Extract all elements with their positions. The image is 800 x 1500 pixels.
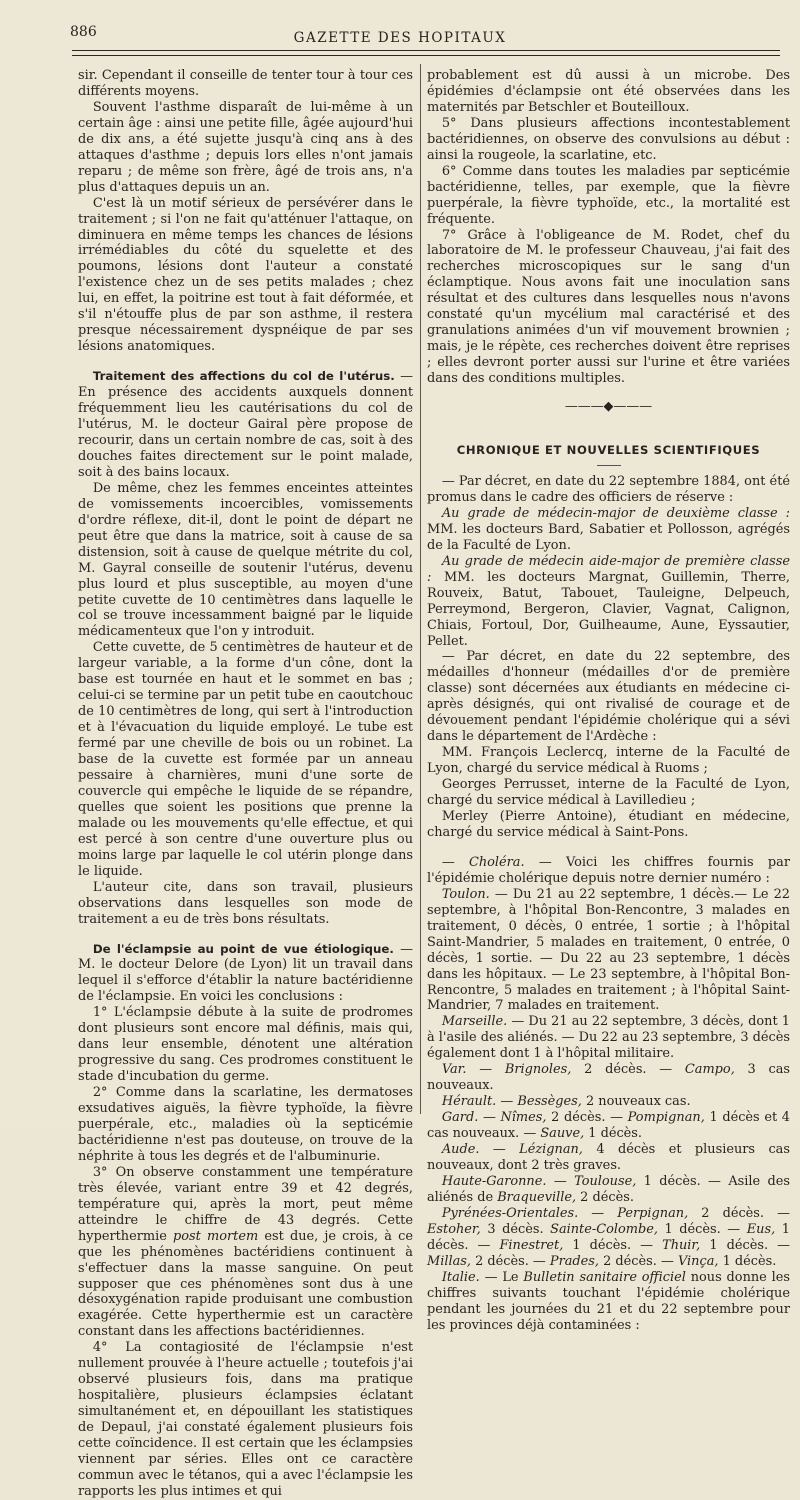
paragraph: Hérault. — Bessèges, 2 nouveaux cas. [441,1094,691,1110]
paragraph: Marseille. — Du 21 au 22 septembre, 3 décès, dont 1 à l'asile des aliénés. — Du 22 au 23 septembre, 3 décès également dont 1 à l'hôpital militaire. [427,1014,790,1062]
paragraph: Var. — Brignoles, 2 décès. — Campo, 3 cas nouveaux. [427,1062,790,1094]
section-title: CHRONIQUE ET NOUVELLES SCIENTIFIQUES [456,443,761,458]
page-number: 886 [70,24,97,40]
column-divider [420,64,421,1114]
paragraph: — Par décret, en date du 22 septembre 1884, ont été promus dans le cadre des officiers de réserve : [427,473,790,505]
paragraph: Italie. — Le Bulletin sanitaire officiel nous donne les chiffres suivants touchant l'épidémie cholérique pendant les journées du 21 et du 22 septembre pour les provinces déjà contaminées : [427,1269,791,1333]
running-header-title: GAZETTE DES HOPITAUX [293,30,507,46]
paragraph: 3° On observe constamment une température très élevée, variant entre 39 et 42 degrés, température qui, après la mort, peut même atteindre le chiffre de 43 degrés. Cette hyperthermie post mortem est due, je crois, à ce que les phénomènes bactéridiens continuent à s'effectuer dans la masse sanguine. On peut supposer que ces phénomènes sont dus à une désoxygénation rapide produisant une combustion exagérée. Cette hyperthermie est un caractère constant dans les affections bactéridiennes. [78,1164,413,1340]
header-rule [72,50,780,51]
paragraph: De même, chez les femmes enceintes atteintes de vomissements incoercibles, vomissements d'ordre réflexe, dit-il, dont le point de départ ne peut être que dans la matrice, soit à cause de sa distension, soit à cause de quelque métrite du col, M. Gayral conseille de soutenir l'utérus, devenu plus lourd et plus susceptible, au moyen d'une petite cuvette de 10 centimètres dans laquelle le col se trouve incessamment baigné par le liquide médicamenteux que l'on y introduit. [78,480,413,640]
paragraph: 2° Comme dans la scarlatine, les dermatoses exsudatives aiguës, la fièvre typhoïde, la fièvre puerpérale, etc., maladies où la septicémie bactéridienne n'est pas douteuse, on trouve de la néphrite à tous les degrés et de l'albuminurie. [78,1085,413,1164]
paragraph: — Par décret, en date du 22 septembre, des médailles d'honneur (médailles d'or de première classe) sont décernées aux étudiants en médecine ci-après désignés, qui ont rivalisé de courage et de dévouement pendant l'épidémie cholérique qui a sévi dans le département de l'Ardèche : [427,649,790,745]
paragraph: probablement est dû aussi à un microbe. Des épidémies d'éclampsie ont été observées dans les maternités par Betschler et Bouteilloux. [427,68,790,115]
paragraph: C'est là un motif sérieux de persévérer dans le traitement ; si l'on ne fait qu'atténuer l'attaque, on diminuera en même temps les chances de lésions irrémédiables du côté du squelette et des poumons, lésions dont l'auteur a constaté l'existence chez un de ses petits malades ; chez lui, en effet, la poitrine est tout à fait déformée, et s'il n'étouffe plus de par son asthme, il restera presque nécessairement dyspnéique de par ses lésions anatomiques. [78,195,413,355]
article-heading: De l'éclampsie au point de vue étiologique. [92,941,394,956]
article-heading: Traitement des affections du col de l'utérus. [92,369,395,384]
paragraph: L'auteur cite, dans son travail, plusieurs observations dans lesquelles son mode de traitement a eu de très bons résultats. [78,879,413,927]
article-uterus: Traitement des affections du col de l'utérus. — En présence des accidents auxquels donnent fréquemment lieu les cautérisations du col de l'utérus, M. le docteur Gairal père propose de recourir, dans un certain nombre de cas, soit à des douches faites directement sur le point malade, soit à des bains locaux. [78,369,413,480]
paragraph: MM. François Leclercq, interne de la Faculté de Lyon, chargé du service médical à Ruoms ; [427,745,790,777]
right-column [427,68,790,1333]
paragraph: Toulon. — Du 21 au 22 septembre, 1 décès.— Le 22 septembre, à l'hôpital Bon-Rencontre, 3 malades en traitement, 0 décès, 0 entrée, 1 sortie ; à l'hôpital Saint-Mandrier, 5 malades en traitement, 0 entrée, 0 décès, 1 sortie. — Du 22 au 23 septembre, 1 décès dans les hôpitaux. — Le 23 septembre, à l'hôpital Bon-Rencontre, 5 malades en traitement ; à l'hôpital Saint-Mandrier, 7 malades en traitement. [427,886,790,1014]
paragraph: Gard. — Nîmes, 2 décès. — Pompignan, 1 décès et 4 cas nouveaux. — Sauve, 1 décès. [427,1110,790,1142]
article-eclampsie: De l'éclampsie au point de vue étiologique. — M. le docteur Delore (de Lyon) lit un travail dans lequel il s'efforce d'établir la nature bactéridienne de l'éclampsie. En voici les conclusions : [78,941,413,1005]
paragraph: Aude. — Lézignan, 4 décès et plusieurs cas nouveaux, dont 2 très graves. [427,1142,790,1173]
paragraph: Haute-Garonne. — Toulouse, 1 décès. — Asile des aliénés de Braqueville, 2 décès. [427,1173,790,1205]
header-rule-thin [72,55,780,56]
paragraph: Pyrénées-Orientales. — Perpignan, 2 décès. — Estoher, 3 décès. Sainte-Colombe, 1 décès. — Eus, 1 décès. — Finestret, 1 décès. — Thuir, 1 décès. — Millas, 2 décès. — Prades, 2 décès. — Vinça, 1 décès. [427,1205,791,1269]
paragraph: — Choléra. — Voici les chiffres fournis par l'épidémie cholérique depuis notre dernier numéro : [427,854,790,886]
paragraph: Souvent l'asthme disparaît de lui-même à un certain âge : ainsi une petite fille, âgée aujourd'hui de dix ans, a été sujette jusqu'à cinq ans à des attaques d'asthme ; depuis lors elles n'ont jamais reparu ; de même son frère, âgé de trois ans, n'a plus d'attaques depuis un an. [78,99,413,195]
section-rule [597,465,621,466]
paragraph: Georges Perrusset, interne de la Faculté de Lyon, chargé du service médical à Lavilledieu ; [427,777,790,809]
paragraph: Au grade de médecin-major de deuxième classe : MM. les docteurs Bard, Sabatier et Pollosson, agrégés de la Faculté de Lyon. [427,505,790,553]
paragraph: 4° La contagiosité de l'éclampsie n'est nullement prouvée à l'heure actuelle ; toutefois j'ai observé plusieurs fois, dans ma pratique hospitalière, plusieurs éclampsies éclatant simultanément et, en dépouillant les statistiques de Depaul, j'ai constaté également plusieurs fois cette coïncidence. Il est certain que les éclampsies viennent par séries. Elles ont ce caractère commun avec le tétanos, qui a avec l'éclampsie les rapports les plus intimes et qui [78,1340,413,1499]
section-ornament: ———◆——— [564,399,653,415]
paragraph: 1° L'éclampsie débute à la suite de prodromes dont plusieurs sont encore mal définis, mais qui, dans leur ensemble, dénotent une altération progressive du sang. Ces prodromes constituent le stade d'incubation du germe. [78,1005,413,1085]
paragraph: Merley (Pierre Antoine), étudiant en médecine, chargé du service médical à Saint-Pons. [427,808,790,840]
paragraph: 5° Dans plusieurs affections incontestablement bactéridiennes, on observe des convulsions au début : ainsi la rougeole, la scarlatine, etc. [427,115,790,163]
left-column [78,68,413,1500]
paragraph: Au grade de médecin aide-major de première classe : MM. les docteurs Margnat, Guillemin, Therre, Rouveix, Batut, Tabouet, Tauleigne, Delpeuch, Perreymond, Bergeron, Clavier, Vagnat, Calignon, Chiais, Fortoul, Dor, Guilheaume, Aune, Eyssautier, Pellet. [427,553,790,649]
paragraph: Cette cuvette, de 5 centimètres de hauteur et de largeur variable, a la forme d'un cône, dont la base est tournée en haut et le sommet en bas ; celui-ci se termine par un petit tube en caoutchouc de 10 centimètres de long, qui sert à l'introduction et à l'évacuation du liquide employé. Le tube est fermé par une cheville de bois ou un robinet. La base de la cuvette est formée par un anneau pessaire à charnières, muni d'une sorte de couvercle qui empêche le liquide de se répandre, quelles que soient les positions que prenne la malade ou les mouvements qu'elle effectue, et qui est percé à son centre d'une ouverture plus ou moins large par laquelle le col utérin plonge dans le liquide. [78,640,413,879]
paragraph: 7° Grâce à l'obligeance de M. Rodet, chef du laboratoire de M. le professeur Chauveau, j'ai fait des recherches microscopiques sur le sang d'un éclamptique. Nous avons fait une inoculation sans résultat et des cultures dans lesquelles nous n'avons constaté qu'un mycélium mal caractérisé et des granulations animées d'un vif mouvement brownien ; mais, je le répète, ces recherches doivent être reprises ; elles devront porter aussi sur l'urine et être variées dans des conditions multiples. [427,227,790,387]
paragraph: sir. Cependant il conseille de tenter tour à tour ces différents moyens. [78,68,413,99]
paragraph: 6° Comme dans toutes les maladies par septicémie bactéridienne, telles, par exemple, que la fièvre puerpérale, la fièvre typhoïde, etc., la mortalité est fréquente. [427,163,790,227]
